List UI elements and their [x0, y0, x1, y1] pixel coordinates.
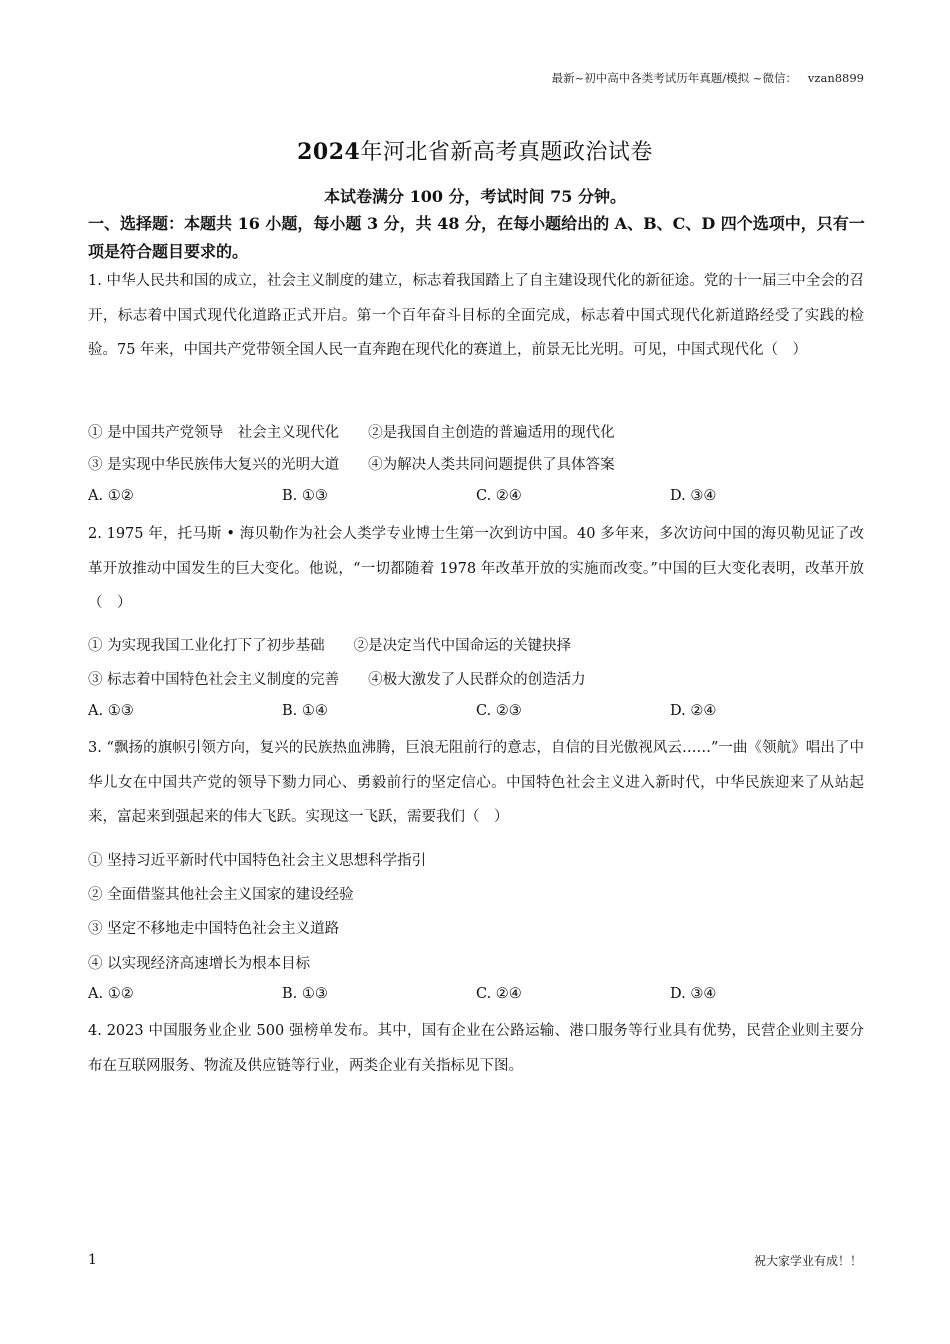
q3-statement-3: ③ 坚定不移地走中国特色社会主义道路 — [88, 921, 340, 937]
q3-option-b[interactable]: B. ①③ — [282, 986, 328, 1002]
q4-stem: 4. 2023 中国服务业企业 500 强榜单发布。其中，国有企业在公路运输、港口服务等行业具有优势，民营企业则主要分布在互联网服务、物流及供应链等行业，两类企业有关指标见下图。 — [88, 1023, 864, 1074]
q2-statement-line-2: ③ 标志着中国特色社会主义制度的完善 ④极大激发了人民群众的创造活力 — [88, 672, 586, 688]
q1-statement-line-1: ① 是中国共产党领导 社会主义现代化 ②是我国自主创造的普遍适用的现代化 — [88, 425, 615, 441]
q2-option-d[interactable]: D. ②④ — [670, 703, 717, 719]
q2-option-b[interactable]: B. ①④ — [282, 703, 328, 719]
q3-option-d[interactable]: D. ③④ — [670, 986, 717, 1002]
q1-option-a[interactable]: A. ①② — [88, 488, 134, 504]
footer-note: 祝大家学业有成！！ — [753, 1254, 862, 1268]
section-heading: 一、选择题：本题共 16 小题，每小题 3 分，共 48 分，在每小题给出的 A、B、C、D 四个选项中，只有一项是符合题目要求的。 — [88, 214, 865, 261]
exam-info: 本试卷满分 100 分，考试时间 75 分钟。 — [324, 187, 626, 206]
q2-stem: 2. 1975 年，托马斯 • 海贝勒作为社会人类学专业博士生第一次到访中国。40 多年来，多次访问中国的海贝勒见证了改革开放推动中国发生的巨大变化。他说，“一切都随着 1978 年改革开放的实施而改变。”中国的巨大变化表明，改革开放（ ） — [88, 526, 864, 611]
q3-option-a[interactable]: A. ①② — [88, 986, 134, 1002]
q1-option-c[interactable]: C. ②④ — [476, 488, 522, 504]
q1-stem: 1. 中华人民共和国的成立，社会主义制度的建立，标志着我国踏上了自主建设现代化的新征途。党的十一届三中全会的召开，标志着中国式现代化道路正式开启。第一个百年奋斗目标的全面完成，标志着中国式现代化新道路经受了实践的检验。75 年来，中国共产党带领全国人民一直奔跑在现代化的赛道上，前景无比光明。可见，中国式现代化（ ） — [88, 273, 864, 358]
q3-statement-4: ④ 以实现经济高速增长为根本目标 — [88, 956, 311, 972]
q2-option-c[interactable]: C. ②③ — [476, 703, 522, 719]
title-year: 2024 — [297, 139, 361, 165]
q1-statement-line-2: ③ 是实现中华民族伟大复兴的光明大道 ④为解决人类共同问题提供了具体答案 — [88, 457, 615, 473]
q2-statement-line-1: ① 为实现我国工业化打下了初步基础 ②是决定当代中国命运的关键抉择 — [88, 638, 572, 654]
q3-stem: 3. “飘扬的旗帜引领方向，复兴的民族热血沸腾，巨浪无阻前行的意志，自信的目光傲视风云……”一曲《领航》唱出了中华儿女在中国共产党的领导下勠力同心、勇毅前行的坚定信心。中国特色社会主义进入新时代，中华民族迎来了从站起来，富起来到强起来的伟大飞跃。实现这一飞跃，需要我们（ ） — [88, 740, 864, 825]
q1-option-b[interactable]: B. ①③ — [282, 488, 328, 504]
header-note: 最新~初中高中各类考试历年真题/模拟 ~微信： vzan8899 — [551, 71, 864, 85]
q3-statement-1: ① 坚持习近平新时代中国特色社会主义思想科学指引 — [88, 853, 427, 869]
q2-option-a[interactable]: A. ①③ — [88, 703, 134, 719]
q1-option-d[interactable]: D. ③④ — [670, 488, 717, 504]
page-number: 1 — [88, 1252, 97, 1268]
q3-statement-2: ② 全面借鉴其他社会主义国家的建设经验 — [88, 887, 354, 903]
title-text: 年河北省新高考真题政治试卷 — [360, 140, 653, 165]
q3-option-c[interactable]: C. ②④ — [476, 986, 522, 1002]
page-title — [0, 135, 950, 166]
